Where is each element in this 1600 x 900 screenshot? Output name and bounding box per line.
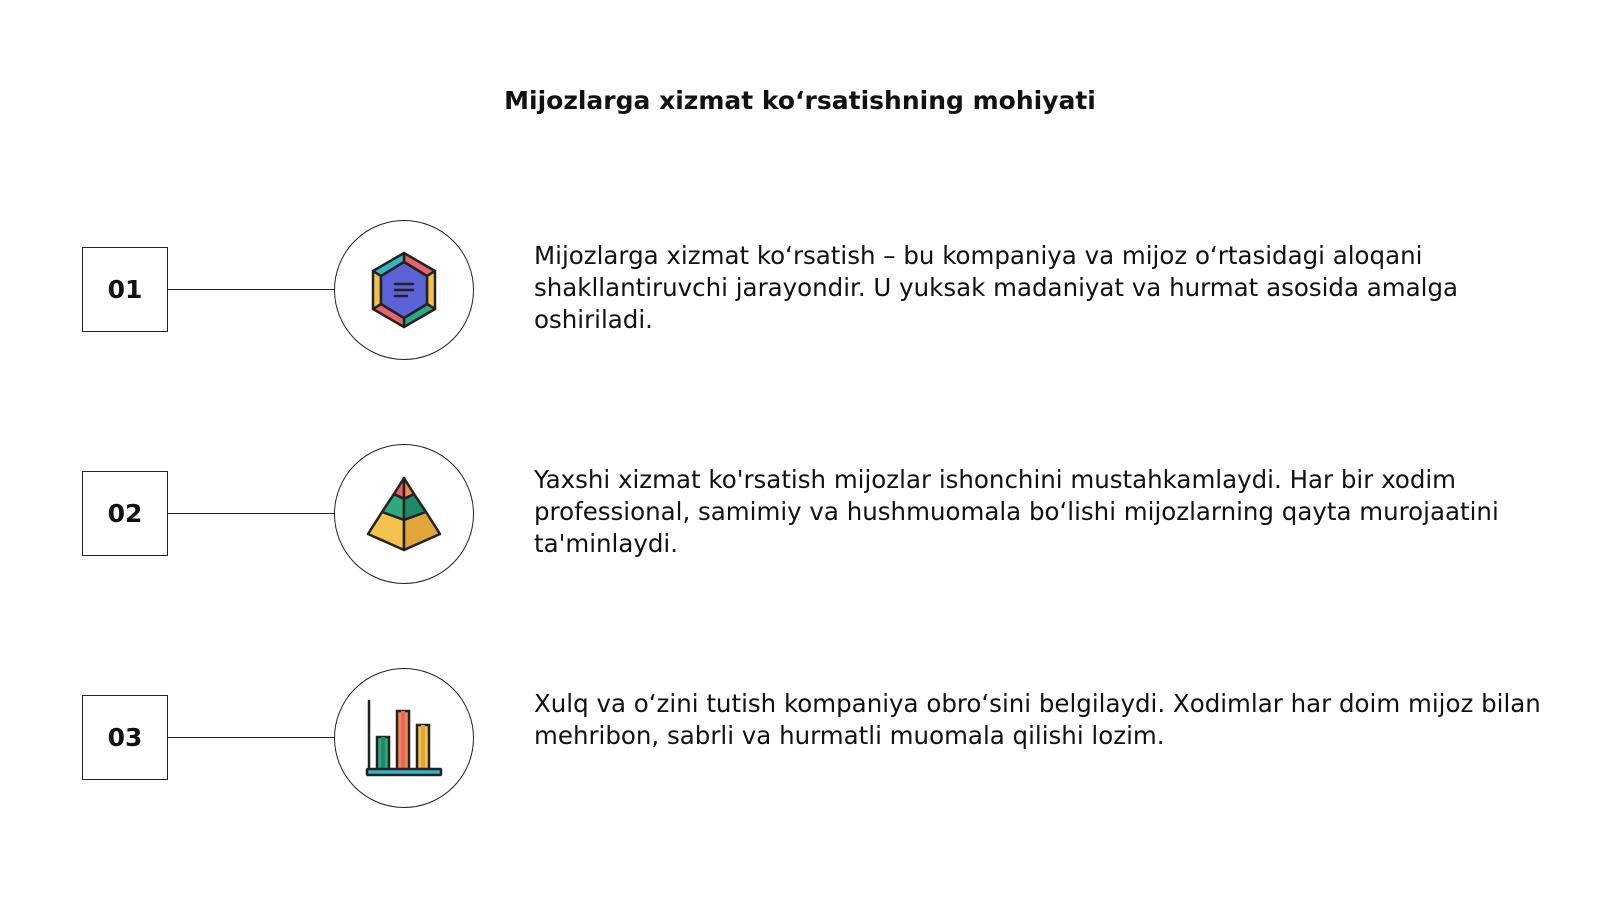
step-number: 03	[107, 723, 143, 752]
connector-line	[168, 513, 334, 514]
connector-line	[168, 737, 334, 738]
pyramid-icon	[364, 474, 444, 554]
step-number-box	[82, 471, 168, 556]
step-number: 02	[107, 499, 143, 528]
icon-circle	[334, 668, 474, 808]
list-item	[0, 668, 1600, 808]
list-item	[0, 220, 1600, 360]
item-description: Mijozlarga xizmat ko‘rsatish – bu kompaniya va mijoz o‘rtasidagi aloqani shakllantiruvchi jarayondir. U yuksak madaniyat va hurmat asosida amalga oshiriladi.	[534, 241, 1459, 334]
icon-circle	[334, 220, 474, 360]
connector-line	[168, 289, 334, 290]
step-number-box	[82, 247, 168, 332]
bar-chart-icon	[363, 697, 445, 779]
list-item	[0, 444, 1600, 584]
slide-title: Mijozlarga xizmat ko‘rsatishning mohiyati	[504, 86, 1096, 115]
hexagon-document-icon	[367, 250, 441, 330]
step-number-box	[82, 695, 168, 780]
icon-circle	[334, 444, 474, 584]
item-description: Xulq va o‘zini tutish kompaniya obro‘sini belgilaydi. Xodimlar har doim mijoz bilan mehribon, sabrli va hurmatli muomala qilishi lozim.	[534, 689, 1541, 750]
step-number: 01	[107, 275, 143, 304]
item-description: Yaxshi xizmat ko'rsatish mijozlar ishonchini mustahkamlaydi. Har bir xodim professional, samimiy va hushmuomala bo‘lishi mijozlarning qayta murojaatini ta'minlaydi.	[534, 465, 1499, 558]
